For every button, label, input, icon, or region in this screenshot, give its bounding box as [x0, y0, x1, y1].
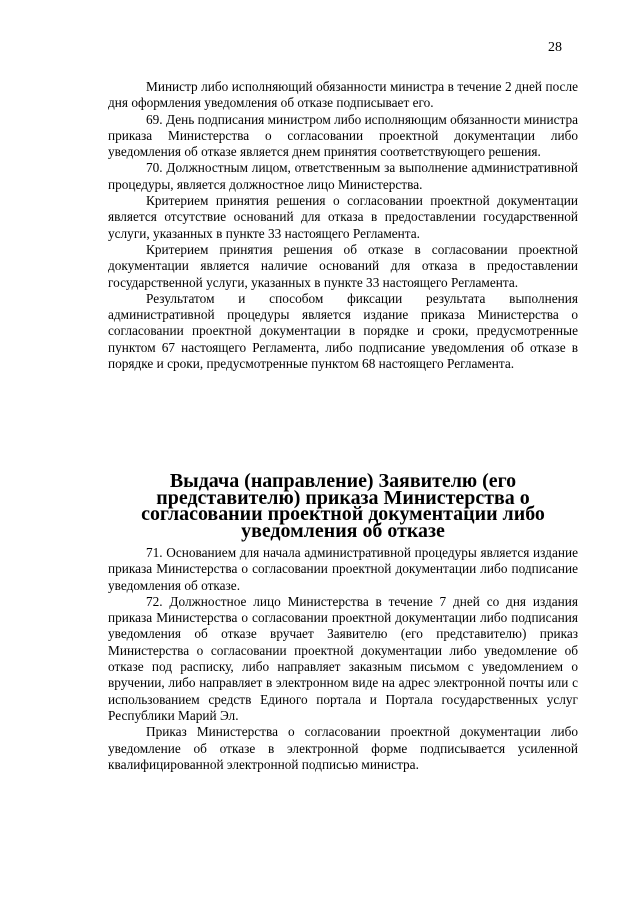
- paragraph-refusal-criterion: Критерием принятия решения об отказе в согласовании проектной документации является наличие оснований для отказа в предоставлении государственной услуги, указанных в пункте 33 настоящего Регламента.: [108, 241, 578, 290]
- paragraph-70: 70. Должностным лицом, ответственным за выполнение административной процедуры, является должностное лицо Министерства.: [108, 160, 578, 192]
- paragraph-approval-criterion: Критерием принятия решения о согласовании проектной документации является отсутствие оснований для отказа в предоставлении государственной услуги, указанных в пункте 33 настоящего Регламента.: [108, 193, 578, 241]
- section-title: Выдача (направление) Заявителю (его представителю) приказа Министерства о согласовании проектной документации либо уведомления об отказе: [141, 470, 545, 543]
- paragraph-69: 69. День подписания министром либо исполняющим обязанности министра приказа Министерства о согласовании проектной документации либо уведомления об отказе является днем принятия соответствующего решения.: [108, 111, 578, 160]
- text-block-approval: [108, 79, 578, 372]
- paragraph-result-fixation: Результатом и способом фиксации результата выполнения административной процедуры является издание приказа Министерства о согласовании проектной документации в порядке и сроки, предусмотренные пунктом 67 настоящего Регламента, либо подписание уведомления об отказе в порядке и сроки, предусмотренные пунктом 68 настоящего Регламента.: [108, 290, 578, 372]
- paragraph-electronic-signature: Приказ Министерства о согласовании проектной документации либо уведомление об отказе в электронной форме подписывается усиленной квалифицированной электронной подписью министра.: [108, 724, 578, 772]
- page-number: 28: [548, 40, 562, 55]
- paragraph-72: 72. Должностное лицо Министерства в течение 7 дней со дня издания приказа Министерства о согласовании проектной документации либо подписания уведомления об отказе вручает Заявителю (его представителю) приказ Министерства о согласовании проектной документации либо уведомление об отказе под расписку, либо направляет заказным письмом с уведомлением о вручении, либо направляет в электронном виде на адрес электронной почты или с использованием средств Единого портала и Портала государственных услуг Республики Марий Эл.: [108, 593, 578, 723]
- paragraph-71: 71. Основанием для начала административной процедуры является издание приказа Министерства о согласовании проектной документации либо подписание уведомления об отказе.: [108, 545, 578, 593]
- text-block-delivery: [108, 545, 578, 773]
- paragraph-minister-signs: Министр либо исполняющий обязанности министра в течение 2 дней после дня оформления уведомления об отказе подписывает его.: [108, 79, 578, 111]
